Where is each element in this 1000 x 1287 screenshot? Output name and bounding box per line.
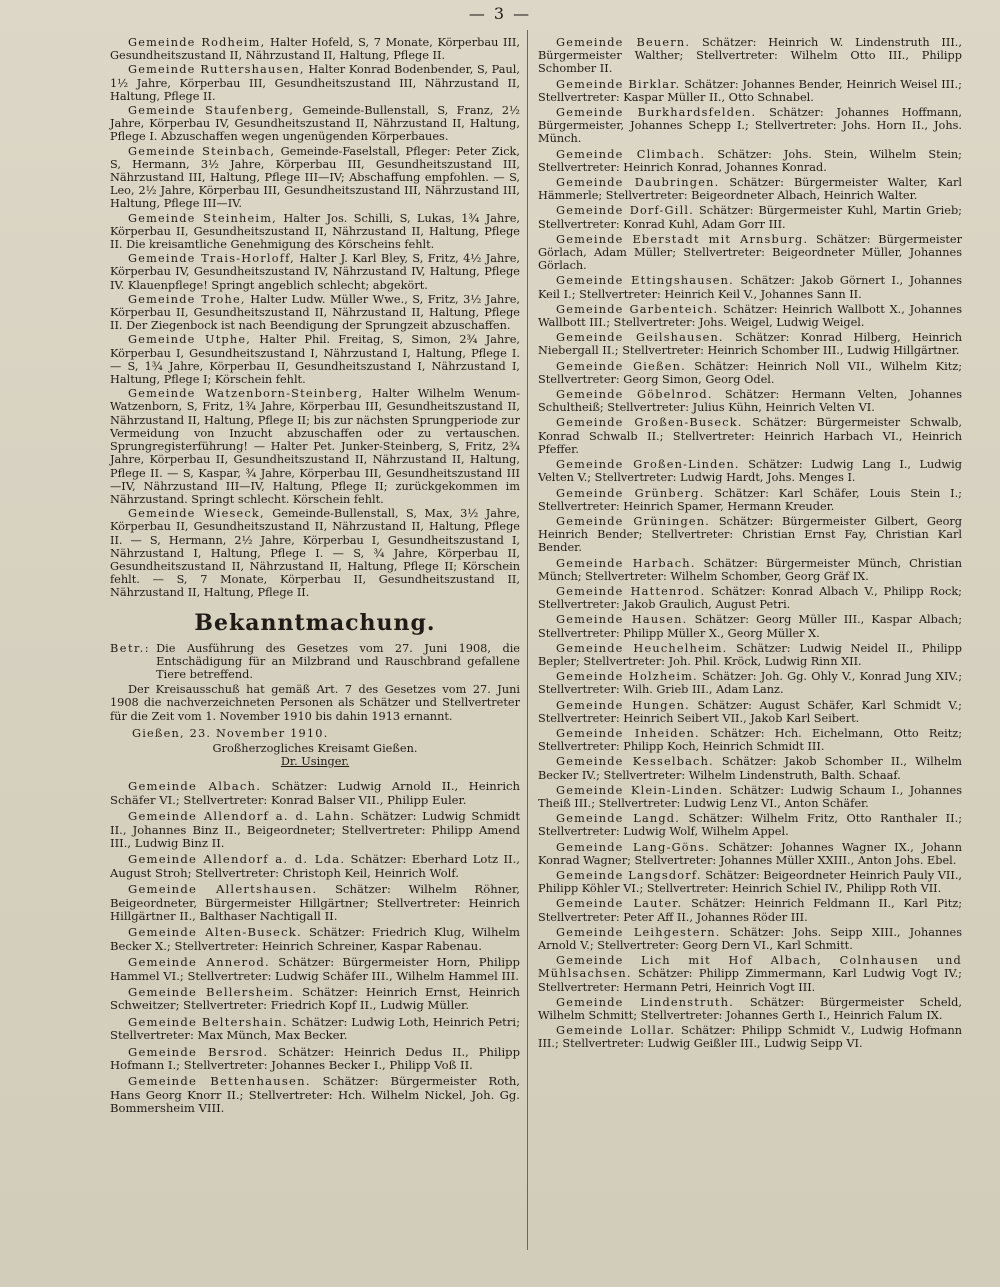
- municipality-name: Gemeinde Grüningen.: [556, 514, 711, 528]
- municipality-name: Gemeinde Rodheim,: [128, 36, 266, 49]
- list-item: [538, 416, 962, 456]
- entry-text: Schätzer: Bürgermeister Walter, Karl Hämmerle; Stellvertreter: Beigeordneter Albach, Heinrich Walter.: [538, 176, 962, 203]
- entry-text: Schätzer: Johs. Stein, Wilhelm Stein; Stellvertreter: Heinrich Konrad, Johannes Konrad.: [538, 147, 962, 174]
- entry-text: Gemeinde-Faselstall, Pfleger: Peter Zick, S, Hermann, 3½ Jahre, Körperbau III, Gesundheitszustand III, Nährzustand III, Haltung, Pflege III—IV; Abschaffung empfohlen. — S, Leo, 2½ Jahre, Körperbau III, Gesundheitszustand III, Nährzustand III, Haltung, Pflege III—IV.: [110, 144, 520, 211]
- list-item: [538, 841, 962, 867]
- list-item: [538, 954, 962, 994]
- entry-text: Schätzer: Friedrich Klug, Wilhelm Becker X.; Stellvertreter: Heinrich Schreiner, Kaspar Rabenau.: [110, 925, 520, 953]
- list-item: [538, 148, 962, 174]
- municipality-name: Gemeinde Hattenrod.: [556, 584, 706, 598]
- entry-text: Schätzer: Konrad Albach V., Philipp Rock; Stellvertreter: Jakob Graulich, August Petri.: [538, 584, 962, 612]
- list-item: [110, 507, 520, 599]
- list-item: [110, 63, 520, 103]
- entry-text: Schätzer: Bürgermeister Görlach, Adam Müller; Stellvertreter: Beigeordneter Müller, Johannes Görlach.: [538, 232, 962, 273]
- authority: Großherzogliches Kreisamt Gießen.: [212, 741, 418, 755]
- municipality-name: Gemeinde Ruttershausen,: [128, 63, 305, 77]
- entry-text: Schätzer: Wilhelm Fritz, Otto Ranthaler II.; Stellvertreter: Ludwig Wolf, Wilhelm Appel.: [538, 812, 962, 839]
- list-item: [538, 388, 962, 414]
- municipality-name: Gemeinde Eberstadt mit Arnsburg.: [556, 232, 809, 246]
- entry-text: Schätzer: Heinrich Dedus II., Philipp Hofmann I.; Stellvertreter: Johannes Becker I., Philipp Voß II.: [110, 1044, 520, 1073]
- entry-text: Halter Wilhelm Wenum-Watzenborn, S, Fritz, 1¾ Jahre, Körperbau III, Gesundheitszustand II, Nährzustand II, Haltung, Pflege II; bis zur nächsten Sprungperiode zur Vermeidung von Inzucht abzuschaffen oder zu vertauschen. Sprungregisterführung! — Halter Pet. Junker-Steinberg, S, Fritz, 2¾ Jahre, Körperbau II, Gesundheitszustand II, Nährzustand II, Haltung, Pflege II. — S, Kaspar, ¾ Jahre, Körperbau III, Gesundheitszustand III—IV, Nährzustand III—IV, Haltung, Pflege II; zurückgekommen im Nährzustand. Springt schlecht. Körschein fehlt.: [110, 387, 520, 506]
- entry-text: Schätzer: August Schäfer, Karl Schmidt V.; Stellvertreter: Heinrich Seibert VII., Jakob Karl Seibert.: [538, 698, 962, 725]
- municipality-name: Gemeinde Hungen.: [556, 698, 690, 712]
- announcement-heading: Bekanntmachung.: [194, 609, 436, 636]
- list-item: [538, 78, 962, 104]
- municipality-name: Gemeinde Kesselbach.: [556, 755, 714, 769]
- list-item: [538, 613, 962, 639]
- list-item: [538, 642, 962, 668]
- list-item: [538, 204, 962, 230]
- announcement-body: Der Kreisausschuß hat gemäß Art. 7 des Gesetzes vom 27. Juni 1908 die nachverzeichneten Personen als Schätzer und Stellvertreter für die Zeit vom 1. November 1910 bis dahin 1913 ernannt.: [110, 683, 520, 723]
- municipality-name: Gemeinde Leihgestern.: [556, 925, 721, 939]
- entry-text: Schätzer: Bürgermeister Münch, Christian Münch; Stellvertreter: Wilhelm Schomber, Georg Gräf IX.: [538, 556, 962, 583]
- list-item: [110, 1075, 520, 1115]
- list-item: [538, 812, 962, 838]
- entry-text: Schätzer: Konrad Hilberg, Heinrich Niebergall II.; Stellvertreter: Heinrich Schomber III., Ludwig Hillgärtner.: [538, 331, 962, 358]
- municipality-name: Gemeinde Garbenteich.: [556, 302, 719, 316]
- entry-text: Halter Hofeld, S, 7 Monate, Körperbau III, Gesundheitszustand II, Nährzustand II, Haltung, Pflege II.: [110, 36, 520, 63]
- list-item: [110, 212, 520, 252]
- municipality-name: Gemeinde Grünberg.: [556, 486, 705, 500]
- municipality-name: Gemeinde Allertshausen.: [128, 882, 318, 897]
- list-item: [538, 36, 962, 76]
- stud-inspection-list: [110, 36, 520, 600]
- signature: Dr. Usinger.: [280, 755, 350, 769]
- list-item: [538, 926, 962, 952]
- subject-line: [110, 642, 520, 682]
- list-item: [110, 780, 520, 807]
- appraiser-list-left: [110, 780, 520, 1115]
- list-item: [110, 36, 520, 62]
- municipality-name: Gemeinde Langd.: [556, 812, 681, 826]
- municipality-name: Gemeinde Watzenborn-Steinberg,: [128, 387, 364, 401]
- appraiser-list-right: [538, 36, 962, 1051]
- place-date: Gießen, 23. November 1910.: [132, 726, 329, 740]
- entry-text: Schätzer: Heinrich Feldmann II., Karl Pitz; Stellvertreter: Peter Aff II., Johannes Röder III.: [538, 897, 962, 924]
- entry-text: Schätzer: Wilhelm Röhner, Beigeordneter, Bürgermeister Hillgärtner; Stellvertreter: Heinrich Hillgärtner II., Balthaser Nachtigall II.: [110, 882, 520, 924]
- entry-text: Schätzer: Philipp Zimmermann, Karl Ludwig Vogt IV.; Stellvertreter: Hermann Petri, Heinrich Vogt III.: [538, 967, 962, 994]
- list-item: [538, 784, 962, 810]
- municipality-name: Gemeinde Beltershain.: [128, 1014, 288, 1029]
- list-item: [538, 274, 962, 300]
- entry-text: Schätzer: Beigeordneter Heinrich Pauly VII., Philipp Köhler VI.; Stellvertreter: Heinrich Schiel IV., Philipp Roth VII.: [538, 868, 963, 896]
- list-item: [538, 176, 962, 202]
- entry-text: Schätzer: Ludwig Lang I., Ludwig Velten V.; Stellvertreter: Ludwig Hardt, Johs. Menges I.: [538, 458, 962, 485]
- municipality-name: Gemeinde Holzheim.: [556, 670, 698, 684]
- entry-text: Schätzer: Jakob Görnert I., Johannes Keil I.; Stellvertreter: Heinrich Keil V., Johannes Sann II.: [538, 274, 962, 301]
- list-item: [110, 252, 520, 292]
- municipality-name: Gemeinde Lauter.: [556, 897, 683, 911]
- municipality-name: Gemeinde Bettenhausen.: [128, 1074, 311, 1089]
- entry-text: Halter Ludw. Müller Wwe., S, Fritz, 3½ Jahre, Körperbau II, Gesundheitszustand II, Nährzustand II, Haltung, Pflege II. Der Ziegenbock ist nach Beendigung der Sprungzeit abzuschaffen.: [110, 292, 521, 333]
- list-item: [110, 104, 520, 144]
- entry-text: Schätzer: Hch. Eichelmann, Otto Reitz; Stellvertreter: Philipp Koch, Heinrich Schmidt III.: [538, 726, 962, 754]
- signature-line: [110, 755, 520, 768]
- entry-text: Halter J. Karl Bley, S, Fritz, 4½ Jahre, Körperbau IV, Gesundheitszustand IV, Nährzustand IV, Haltung, Pflege IV. Klauenpflege! Springt angeblich schlecht; abgekört.: [110, 252, 520, 292]
- list-item: [538, 897, 962, 923]
- municipality-name: Gemeinde Beuern.: [556, 36, 691, 49]
- list-item: [538, 331, 962, 357]
- entry-text: Schätzer: Ludwig Arnold II., Heinrich Schäfer VI.; Stellvertreter: Konrad Balser VII., Philipp Euler.: [110, 779, 520, 807]
- entry-text: Schätzer: Karl Schäfer, Louis Stein I.; Stellvertreter: Heinrich Spamer, Hermann Kreuder.: [538, 486, 962, 513]
- municipality-name: Gemeinde Burkhardsfelden.: [556, 106, 757, 120]
- municipality-name: Gemeinde Birklar.: [556, 77, 681, 91]
- municipality-name: Gemeinde Geilshausen.: [556, 331, 724, 345]
- list-item: [110, 1016, 520, 1043]
- entry-text: Gemeinde-Bullenstall, S, Franz, 2½ Jahre, Körperbau IV, Gesundheitszustand II, Nährzustand II, Haltung, Pflege I. Abzuschaffen wegen ungenügenden Körperbaues.: [110, 104, 521, 144]
- list-item: [110, 387, 520, 506]
- municipality-name: Gemeinde Göbelnrod.: [556, 388, 713, 402]
- list-item: [538, 699, 962, 725]
- entry-text: Schätzer: Bürgermeister Roth, Hans Georg Knorr II.; Stellvertreter: Hch. Wilhelm Nickel, Joh. Gg. Bommersheim VIII.: [110, 1074, 520, 1116]
- municipality-name: Gemeinde Hausen.: [556, 613, 688, 627]
- subject-text: Die Ausführung des Gesetzes vom 27. Juni 1908, die Entschädigung für an Milzbrand und Rauschbrand gefallene Tiere betreffend.: [156, 641, 520, 681]
- list-item: [110, 145, 520, 211]
- list-item: [538, 360, 962, 386]
- left-column: [110, 36, 520, 1119]
- municipality-name: Gemeinde Daubringen.: [556, 176, 720, 190]
- municipality-name: Gemeinde Trohe,: [128, 292, 246, 306]
- entry-text: Halter Jos. Schilli, S, Lukas, 1¾ Jahre, Körperbau II, Gesundheitszustand II, Nährzustand II, Haltung, Pflege II. Die kreisamtliche Genehmigung des Körscheins fehlt.: [110, 211, 520, 252]
- entry-text: Schätzer: Johannes Bender, Heinrich Weisel III.; Stellvertreter: Kaspar Müller II., Otto Schnabel.: [538, 77, 962, 104]
- municipality-name: Gemeinde Staufenberg,: [128, 104, 295, 118]
- subject-label: Betr.:: [110, 641, 151, 655]
- municipality-name: Gemeinde Utphe,: [128, 333, 252, 347]
- list-item: [538, 557, 962, 583]
- list-item: [110, 293, 520, 333]
- entry-text: Schätzer: Bürgermeister Horn, Philipp Hammel VI.; Stellvertreter: Ludwig Schäfer III., Wilhelm Hammel III.: [110, 955, 520, 983]
- entry-text: Gemeinde-Bullenstall, S, Max, 3½ Jahre, Körperbau II, Gesundheitszustand II, Nährzustand II, Haltung, Pflege II. — S, Hermann, 2½ Jahre, Körperbau I, Gesundheitszustand I, Nährzustand I, Haltung, Pflege I. — S, ¾ Jahre, Körperbau II, Gesundheitszustand II, Nährzustand II, Haltung, Pflege II; Körschein fehlt. — S, 7 Monate, Körperbau II, Gesundheitszustand II, Nährzustand II, Haltung, Pflege II.: [110, 507, 520, 600]
- municipality-name: Gemeinde Ettingshausen.: [556, 274, 734, 288]
- entry-text: Schätzer: Bürgermeister Schwalb, Konrad Schwalb II.; Stellvertreter: Heinrich Harbach VI., Heinrich Pfeffer.: [538, 416, 962, 456]
- list-item: [538, 585, 962, 611]
- entry-text: Schätzer: Johannes Wagner IX., Johann Konrad Wagner; Stellvertreter: Johannes Müller XXIII., Anton Johs. Ebel.: [538, 840, 962, 867]
- municipality-name: Gemeinde Lindenstruth.: [556, 995, 735, 1009]
- municipality-name: Gemeinde Klein-Linden.: [556, 783, 724, 797]
- list-item: [538, 727, 962, 753]
- list-item: [538, 869, 962, 895]
- list-item: [538, 303, 962, 329]
- entry-text: Schätzer: Bürgermeister Scheld, Wilhelm Schmitt; Stellvertreter: Johannes Gerth I., Heinrich Falum IX.: [538, 995, 962, 1023]
- municipality-name: Gemeinde Großen-Buseck.: [556, 416, 743, 430]
- right-column: [538, 36, 962, 1053]
- municipality-name: Gemeinde Harbach.: [556, 556, 696, 570]
- municipality-name: Gemeinde Lich mit Hof Albach, Colnhausen und Mühlsachsen.: [538, 954, 962, 981]
- municipality-name: Gemeinde Alten-Buseck.: [128, 925, 302, 940]
- entry-text: Schätzer: Eberhard Lotz II., August Stroh; Stellvertreter: Christoph Keil, Heinrich Wolf.: [110, 852, 520, 880]
- municipality-name: Gemeinde Steinbach,: [128, 144, 276, 158]
- entry-text: Schätzer: Bürgermeister Gilbert, Georg Heinrich Bender; Stellvertreter: Christian Ernst Fay, Christian Karl Bender.: [538, 514, 962, 555]
- municipality-name: Gemeinde Heuchelheim.: [556, 641, 728, 655]
- municipality-name: Gemeinde Trais-Horloff,: [128, 252, 295, 266]
- list-item: [110, 810, 520, 850]
- entry-text: Halter Konrad Bodenbender, S, Paul, 1½ Jahre, Körperbau III, Gesundheitszustand III, Nährzustand II, Haltung, Pflege II.: [110, 63, 520, 103]
- list-item: [538, 755, 962, 781]
- municipality-name: Gemeinde Lollar.: [556, 1024, 676, 1038]
- list-item: [538, 233, 962, 273]
- municipality-name: Gemeinde Lang-Göns.: [556, 840, 711, 854]
- column-divider: [527, 30, 528, 1250]
- entry-text: Schätzer: Ludwig Neidel II., Philipp Bepler; Stellvertreter: Joh. Phil. Kröck, Ludwig Rinn XII.: [538, 641, 963, 668]
- municipality-name: Gemeinde Allendorf a. d. Lda.: [128, 852, 346, 867]
- entry-text: Halter Phil. Freitag, S, Simon, 2¾ Jahre, Körperbau I, Gesundheitszustand I, Nährzustand I, Haltung, Pflege I. — S, 1¾ Jahre, Körperbau II, Gesundheitszustand I, Nährzustand I, Haltung, Pflege I; Körschein fehlt.: [110, 333, 520, 387]
- list-item: [110, 883, 520, 923]
- municipality-name: Gemeinde Climbach.: [556, 147, 706, 161]
- list-item: [538, 996, 962, 1022]
- entry-text: Schätzer: Hermann Velten, Johannes Schultheiß; Stellvertreter: Julius Kühn, Heinrich Velten VI.: [538, 388, 962, 415]
- entry-text: Schätzer: Bürgermeister Kuhl, Martin Grieb; Stellvertreter: Konrad Kuhl, Adam Gorr III.: [538, 204, 962, 231]
- municipality-name: Gemeinde Langsdorf.: [556, 868, 702, 882]
- municipality-name: Gemeinde Annerod.: [128, 955, 270, 970]
- entry-text: Schätzer: Johannes Hoffmann, Bürgermeister, Johannes Schepp I.; Stellvertreter: Johs. Horn II., Johs. Münch.: [538, 106, 962, 146]
- entry-text: Schätzer: Ludwig Schaum I., Johannes Theiß III.; Stellvertreter: Ludwig Lenz VI., Anton Schäfer.: [538, 783, 962, 810]
- list-item: [110, 333, 520, 386]
- municipality-name: Gemeinde Großen-Linden.: [556, 458, 740, 472]
- entry-text: Schätzer: Heinrich Noll VII., Wilhelm Kitz; Stellvertreter: Georg Simon, Georg Odel.: [538, 359, 963, 386]
- entry-text: Schätzer: Joh. Gg. Ohly V., Konrad Jung XIV.; Stellvertreter: Wilh. Grieb III., Adam Lanz.: [538, 670, 963, 697]
- municipality-name: Gemeinde Wieseck,: [128, 507, 265, 521]
- list-item: [538, 1024, 962, 1050]
- list-item: [538, 670, 962, 696]
- entry-text: Schätzer: Heinrich Ernst, Heinrich Schweitzer; Stellvertreter: Friedrich Kopf II., Ludwig Müller.: [110, 985, 520, 1013]
- municipality-name: Gemeinde Steinheim,: [128, 211, 277, 225]
- municipality-name: Gemeinde Dorf-Gill.: [556, 204, 695, 218]
- entry-text: Schätzer: Ludwig Schmidt II., Johannes Binz II., Beigeordneter; Stellvertreter: Philipp Amend III., Ludwig Binz II.: [110, 809, 520, 850]
- entry-text: Schätzer: Heinrich Wallbott X., Johannes Wallbott III.; Stellvertreter: Johs. Weigel, Ludwig Weigel.: [538, 302, 962, 330]
- list-item: [110, 956, 520, 983]
- list-item: [110, 1046, 520, 1073]
- list-item: [110, 986, 520, 1013]
- entry-text: Schätzer: Heinrich W. Lindenstruth III., Bürgermeister Walther; Stellvertreter: Wilhelm Otto III., Philipp Schomber II.: [538, 36, 962, 76]
- municipality-name: Gemeinde Bellersheim.: [128, 985, 295, 1000]
- list-item: [110, 926, 520, 953]
- list-item: [110, 853, 520, 880]
- municipality-name: Gemeinde Albach.: [128, 779, 262, 794]
- municipality-name: Gemeinde Allendorf a. d. Lahn.: [128, 809, 356, 824]
- page-number: — 3 —: [468, 4, 532, 23]
- list-item: [538, 515, 962, 555]
- municipality-name: Gemeinde Inheiden.: [556, 726, 700, 740]
- entry-text: Schätzer: Jakob Schomber II., Wilhelm Becker IV.; Stellvertreter: Wilhelm Lindenstruth, Balth. Schaaf.: [538, 755, 962, 782]
- municipality-name: Gemeinde Bersrod.: [128, 1044, 269, 1059]
- municipality-name: Gemeinde Gießen.: [556, 359, 686, 373]
- entry-text: Schätzer: Philipp Schmidt V., Ludwig Hofmann III.; Stellvertreter: Ludwig Geißler III., Ludwig Seipp VI.: [538, 1024, 962, 1051]
- list-item: [538, 458, 962, 484]
- list-item: [538, 487, 962, 513]
- list-item: [538, 106, 962, 146]
- entry-text: Schätzer: Ludwig Loth, Heinrich Petri; Stellvertreter: Max Münch, Max Becker.: [110, 1014, 520, 1043]
- entry-text: Schätzer: Georg Müller III., Kaspar Albach; Stellvertreter: Philipp Müller X., Georg Müller X.: [538, 613, 962, 640]
- entry-text: Schätzer: Johs. Seipp XIII., Johannes Arnold V.; Stellvertreter: Georg Dern VI., Karl Schmitt.: [538, 925, 962, 952]
